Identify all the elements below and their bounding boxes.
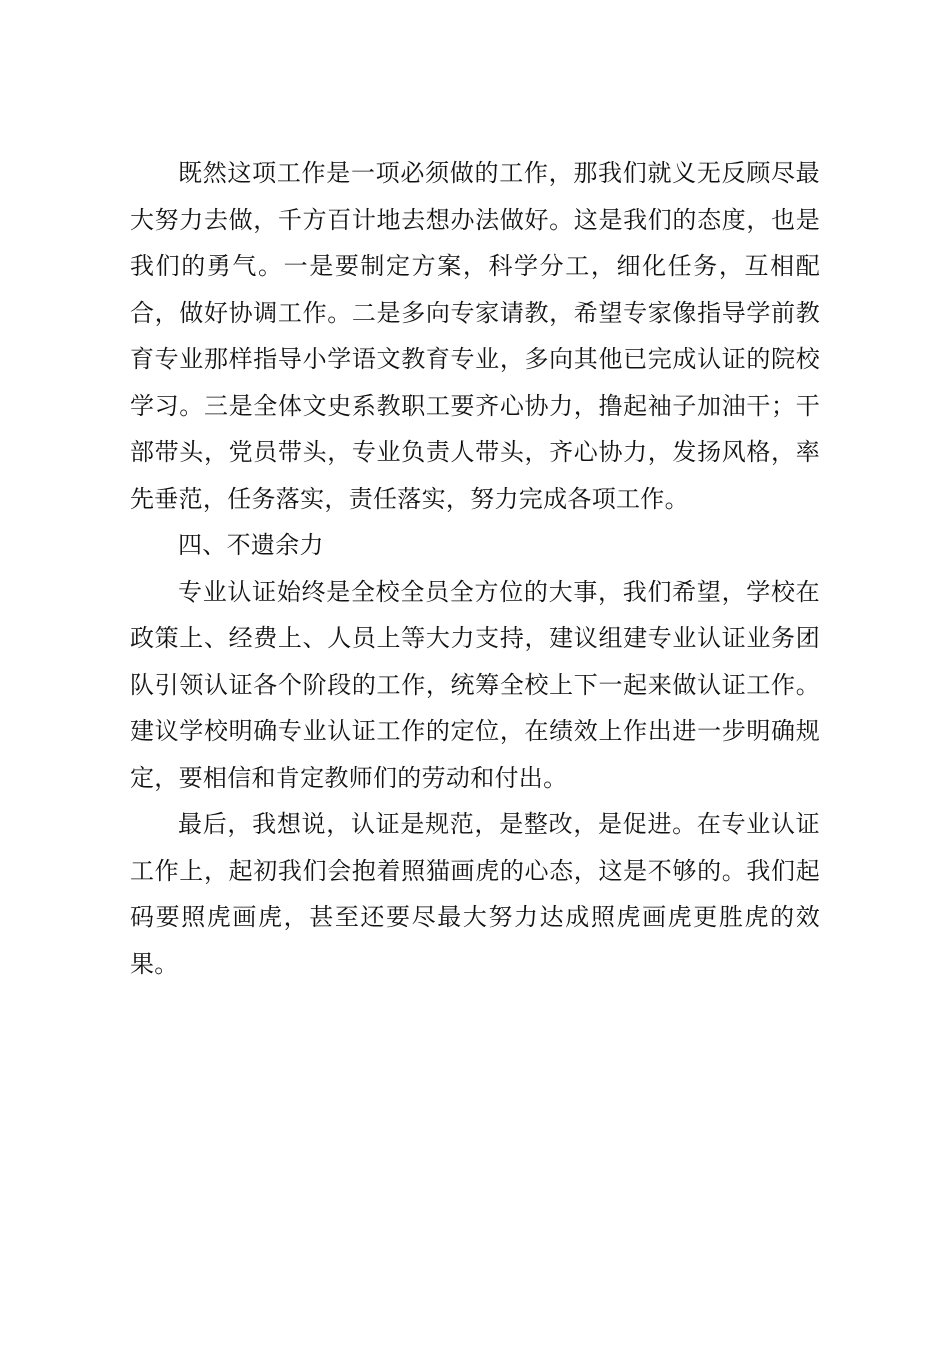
document-body (130, 150, 820, 987)
section-heading: 四、不遗余力 (178, 531, 324, 559)
paragraph-support: 专业认证始终是全校全员全方位的大事，我们希望，学校在政策上、经费上、人员上等大力支持，建议组建专业认证业务团队引领认证各个阶段的工作，统筹全校上下一起来做认证工作。建议学校明确专业认证工作的定位，在绩效上作出进一步明确规定，要相信和肯定教师们的劳动和付出。 (130, 577, 820, 792)
paragraph-effort: 既然这项工作是一项必须做的工作，那我们就义无反顾尽最大努力去做，千方百计地去想办法做好。这是我们的态度，也是我们的勇气。一是要制定方案，科学分工，细化任务，互相配合，做好协调工作。二是多向专家请教，希望专家像指导学前教育专业那样指导小学语文教育专业，多向其他已完成认证的院校学习。三是全体文史系教职工要齐心协力，撸起袖子加油干；干部带头，党员带头，专业负责人带头，齐心协力，发扬风格，率先垂范，任务落实，责任落实，努力完成各项工作。 (130, 159, 820, 513)
paragraph-conclusion: 最后，我想说，认证是规范，是整改，是促进。在专业认证工作上，起初我们会抱着照猫画虎的心态，这是不够的。我们起码要照虎画虎，甚至还要尽最大努力达成照虎画虎更胜虎的效果。 (130, 810, 820, 978)
